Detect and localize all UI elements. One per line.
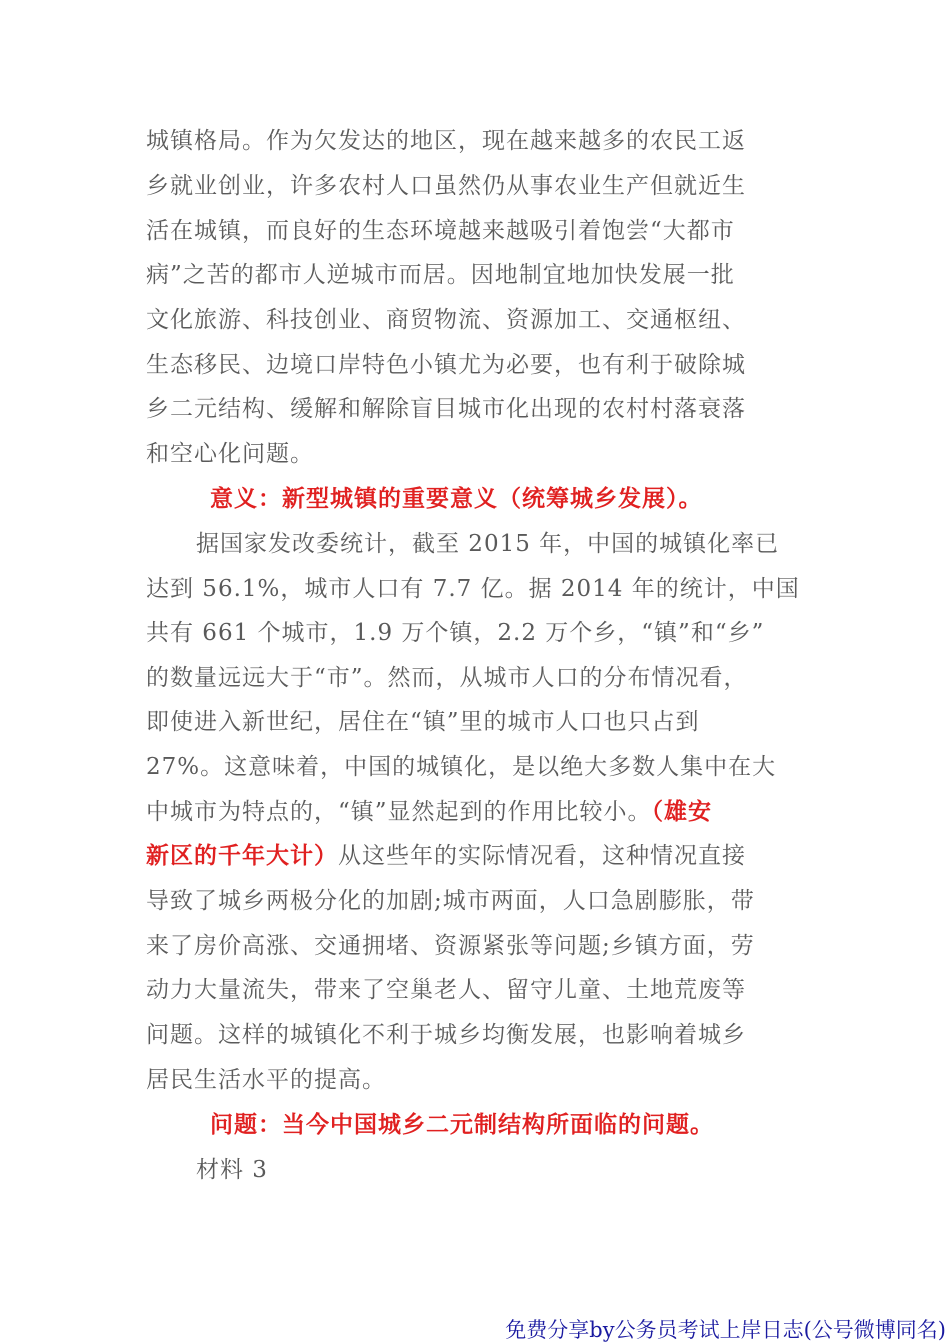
footer-watermark: 免费分享by公务员考试上岸日志(公号微博同名) (505, 1318, 946, 1342)
paragraph-line: 的数量远远大于“市”。然而，从城市人口的分布情况看， (146, 665, 748, 691)
paragraph-line: 问题。这样的城镇化不利于城乡均衡发展，也影响着城乡 (146, 1022, 746, 1048)
paragraph-line: 来了房价高涨、交通拥堵、资源紧张等问题;乡镇方面，劳 (146, 933, 755, 959)
paragraph-line: 共有 661 个城市，1.9 万个镇，2.2 万个乡，“镇”和“乡” (146, 620, 765, 646)
paragraph-line: 达到 56.1%，城市人口有 7.7 亿。据 2014 年的统计，中国 (146, 576, 800, 602)
paragraph-line: 和空心化问题。 (146, 441, 314, 467)
paragraph-line: 居民生活水平的提高。 (146, 1067, 386, 1093)
paragraph-line: 即使进入新世纪，居住在“镇”里的城市人口也只占到 (146, 709, 700, 735)
paragraph-line: 城镇格局。作为欠发达的地区，现在越来越多的农民工返 (146, 128, 746, 154)
section-heading-problem: 问题：当今中国城乡二元制结构所面临的问题。 (210, 1111, 714, 1138)
paragraph-line: 文化旅游、科技创业、商贸物流、资源加工、交通枢纽、 (146, 307, 746, 333)
section-heading-significance: 意义：新型城镇的重要意义（统筹城乡发展）。 (210, 485, 703, 512)
paragraph-line: 动力大量流失，带来了空巢老人、留守儿童、土地荒废等 (146, 977, 746, 1003)
paragraph-line: 27%。这意味着，中国的城镇化，是以绝大多数人集中在大 (146, 754, 777, 780)
paragraph-line: 导致了城乡两极分化的加剧;城市两面，人口急剧膨胀，带 (146, 888, 755, 914)
paragraph-line: 据国家发改委统计，截至 2015 年，中国的城镇化率已 (196, 531, 780, 557)
paragraph-line: 生态移民、边境口岸特色小镇尤为必要，也有利于破除城 (146, 352, 746, 378)
paragraph-line: 病”之苦的都市人逆城市而居。因地制宜地加快发展一批 (146, 262, 735, 288)
paragraph-line (146, 797, 712, 827)
highlight-text: （雄安 (651, 798, 713, 825)
paragraph-text: 中城市为特点的，“镇”显然起到的作用比较小。 (146, 799, 652, 825)
paragraph-line (146, 841, 746, 871)
paragraph-line: 乡二元结构、缓解和解除盲目城市化出现的农村村落衰落 (146, 396, 746, 422)
material-label: 材料 3 (196, 1157, 268, 1183)
highlight-text: 新区的千年大计） (146, 842, 338, 869)
paragraph-text: 从这些年的实际情况看，这种情况直接 (338, 843, 746, 869)
paragraph-line: 乡就业创业，许多农村人口虽然仍从事农业生产但就近生 (146, 173, 746, 199)
paragraph-line: 活在城镇，而良好的生态环境越来越吸引着饱尝“大都市 (146, 218, 735, 244)
